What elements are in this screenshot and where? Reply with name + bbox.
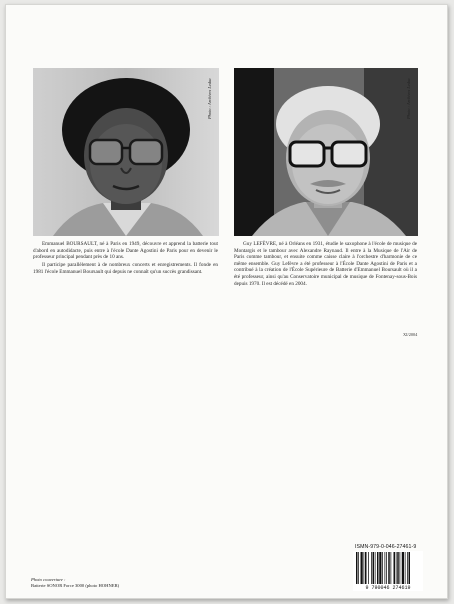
barcode-bar — [394, 552, 396, 584]
back-cover-page — [5, 4, 448, 599]
barcode-bar — [358, 552, 359, 584]
barcode-bar — [405, 552, 406, 584]
barcode-bar — [377, 552, 379, 584]
barcode-bar — [356, 552, 358, 584]
barcode-bar — [375, 552, 376, 584]
barcode-bar — [379, 552, 381, 584]
barcode — [353, 551, 423, 591]
portrait-illustration-lefevre — [234, 68, 418, 236]
barcode-bar — [391, 552, 392, 584]
barcode-bar — [388, 552, 390, 584]
barcode-bar — [402, 552, 404, 584]
biography-paragraph: Emmanuel BOURSAULT, né à Paris en 1949, découvre et apprend la batterie tout d'abord en autodidacte, puis entre à l'école Dante Agostini de Paris pour en devenir le professeur principal pendant près de 10 ans. — [33, 241, 218, 261]
cover-credit-label: Photo couverture : — [31, 577, 66, 582]
barcode-bar — [373, 552, 375, 584]
photo-credit: Photo : Archives Leduc — [405, 77, 411, 120]
barcode-bar — [386, 552, 387, 584]
barcode-bar — [397, 552, 399, 584]
biography-boursault — [33, 241, 218, 277]
barcode-bar — [400, 552, 401, 584]
barcode-bar — [364, 552, 365, 584]
barcode-bars — [353, 551, 423, 585]
biography-lefevre — [234, 241, 417, 289]
barcode-bar — [382, 552, 383, 584]
cover-credit-text: Batterie SONOR Force 3000 (photo HOHNER) — [31, 582, 120, 588]
barcode-bar — [396, 552, 397, 584]
barcode-number: 9 790046 274619 — [353, 585, 423, 591]
portrait-photo-boursault — [33, 68, 219, 236]
portrait-photo-lefevre — [234, 68, 418, 236]
barcode-bar — [368, 552, 369, 584]
biography-paragraph: Il participe parallèlement à de nombreux concerts et enregistrements. Il fonde en 1981 l'école Emmanuel Boursault qui depuis ne connaît qu'un succès grandissant. — [33, 262, 218, 275]
cover-photo-credit — [31, 577, 119, 588]
print-reference: XI/2004 — [403, 332, 418, 337]
ismn-number: ISMN-979-0-046-27461-9 — [355, 544, 417, 550]
barcode-bar — [361, 552, 363, 584]
barcode-bar — [385, 552, 386, 584]
barcode-bar — [365, 552, 367, 584]
portrait-illustration-boursault — [33, 68, 219, 236]
photo-credit: Photo : Archives Leduc — [206, 77, 212, 120]
barcode-bar — [407, 552, 408, 584]
biography-paragraph: Guy LEFÈVRE, né à Orléans en 1931, étudie le saxophone à l'école de musique de Montargis et le tambour avec Alexandre Raynaud. Il entre à la Musique de l'Air de Paris comme tambour, et ensuite comme caisse claire à l'orchestre d'harmonie de ce même ensemble. Guy Lefèvre a été professeur à l'École Dante Agostini de Paris et a contribué à la création de l'École Supérieure de Batterie d'Emmanuel Boursault où il a été professeur, ainsi qu'au Conservatoire municipal de musique de Fontenay-sous-Bois depuis 1970. Il est décédé en 2004. — [234, 241, 417, 287]
barcode-bar — [371, 552, 372, 584]
barcode-bar — [409, 552, 411, 584]
